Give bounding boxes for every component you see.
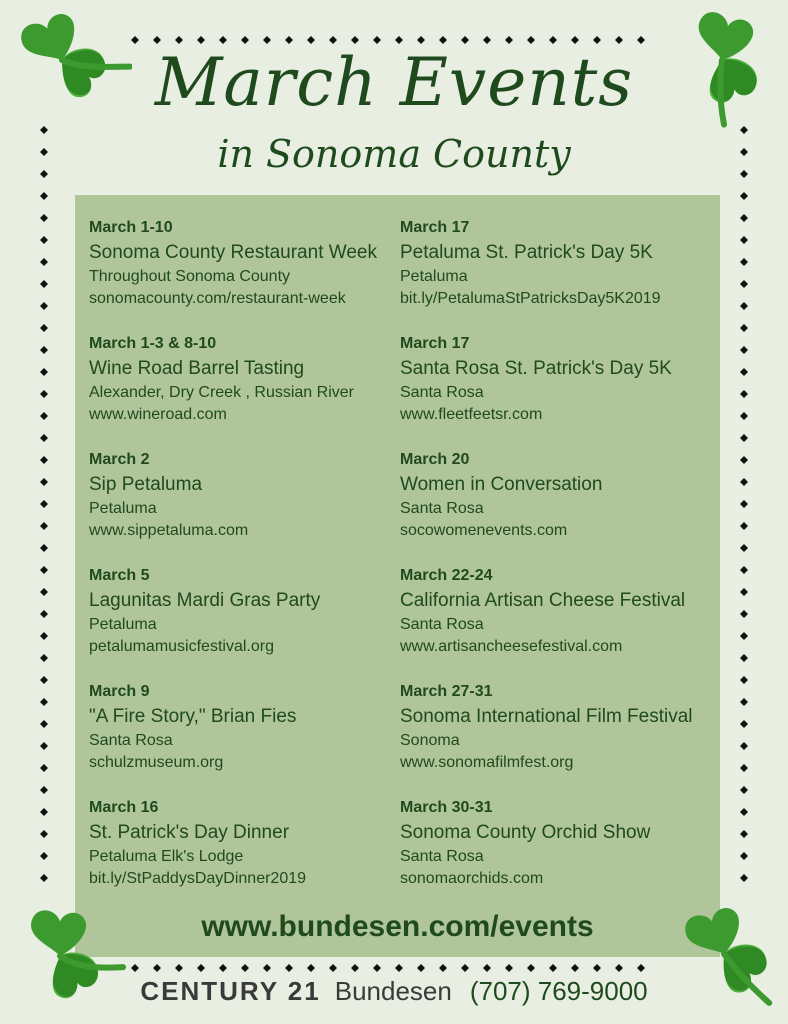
border-dot — [175, 964, 183, 972]
border-dot — [40, 500, 48, 508]
event-name: Women in Conversation — [400, 474, 603, 495]
border-dot — [40, 676, 48, 684]
border-dot — [439, 964, 447, 972]
border-dot — [740, 192, 748, 200]
border-dot — [740, 654, 748, 662]
border-dot — [307, 964, 315, 972]
border-dot — [740, 434, 748, 442]
page-subtitle: in Sonoma County — [217, 132, 571, 176]
border-dot — [740, 280, 748, 288]
event-item — [400, 682, 720, 774]
event-location: Santa Rosa — [400, 500, 484, 517]
border-dot — [417, 36, 425, 44]
event-name: St. Patrick's Day Dinner — [89, 822, 290, 843]
border-dot — [740, 544, 748, 552]
event-date: March 17 — [400, 219, 470, 236]
border-dot — [740, 852, 748, 860]
event-date: March 1-3 & 8-10 — [89, 335, 217, 352]
event-url: www.sonomafilmfest.org — [400, 754, 574, 771]
event-name: "A Fire Story," Brian Fies — [89, 706, 297, 727]
border-dot — [740, 214, 748, 222]
border-dot — [740, 830, 748, 838]
border-dot — [615, 36, 623, 44]
event-item — [400, 334, 720, 426]
event-date: March 2 — [89, 451, 150, 468]
event-date: March 5 — [89, 567, 150, 584]
border-dot — [40, 786, 48, 794]
event-location: Sonoma — [400, 732, 460, 749]
event-url: sonomaorchids.com — [400, 870, 544, 887]
border-dot — [131, 36, 139, 44]
border-dot — [373, 36, 381, 44]
event-location: Petaluma — [89, 616, 157, 633]
border-dot — [461, 36, 469, 44]
border-dot — [40, 874, 48, 882]
border-dot — [740, 566, 748, 574]
border-dot — [40, 566, 48, 574]
event-date: March 17 — [400, 335, 470, 352]
border-dot — [40, 192, 48, 200]
event-item — [89, 218, 409, 310]
border-dot — [40, 830, 48, 838]
border-dot — [219, 964, 227, 972]
border-dot — [740, 302, 748, 310]
border-dot — [740, 874, 748, 882]
border-dot — [40, 720, 48, 728]
event-location: Petaluma Elk's Lodge — [89, 848, 244, 865]
border-dot — [40, 434, 48, 442]
border-dot — [395, 964, 403, 972]
border-dot — [740, 742, 748, 750]
border-dot — [637, 964, 645, 972]
border-dot — [483, 36, 491, 44]
border-dot — [40, 412, 48, 420]
border-dot — [263, 36, 271, 44]
event-url: www.wineroad.com — [89, 406, 227, 423]
event-url: www.artisancheesefestival.com — [400, 638, 623, 655]
border-dot — [131, 964, 139, 972]
border-dot — [740, 808, 748, 816]
border-dot — [740, 236, 748, 244]
event-date: March 16 — [89, 799, 159, 816]
border-dot — [40, 214, 48, 222]
border-dot — [461, 964, 469, 972]
shamrock-icon — [2, 4, 132, 124]
event-date: March 9 — [89, 683, 150, 700]
border-dot — [40, 236, 48, 244]
website-link[interactable]: www.bundesen.com/events — [201, 910, 594, 943]
border-dot — [593, 964, 601, 972]
border-dot — [175, 36, 183, 44]
phone-number[interactable]: (707) 769-9000 — [469, 976, 648, 1006]
event-url: schulzmuseum.org — [89, 754, 224, 771]
event-location: Santa Rosa — [400, 384, 484, 401]
border-dot — [505, 36, 513, 44]
event-date: March 20 — [400, 451, 470, 468]
border-dot — [549, 964, 557, 972]
border-dot — [329, 964, 337, 972]
shamrock-icon — [660, 0, 788, 130]
border-dot — [373, 964, 381, 972]
border-dot — [637, 36, 645, 44]
border-dot — [40, 764, 48, 772]
border-dot — [571, 964, 579, 972]
brand-suffix: Bundesen — [334, 976, 452, 1006]
border-dot — [40, 390, 48, 398]
border-dot — [740, 610, 748, 618]
border-dot — [263, 964, 271, 972]
event-location: Petaluma — [400, 268, 468, 285]
event-item — [89, 334, 409, 426]
event-location: Santa Rosa — [89, 732, 173, 749]
event-location: Petaluma — [89, 500, 157, 517]
event-url: bit.ly/PetalumaStPatricksDay5K2019 — [400, 290, 661, 307]
border-dot — [740, 346, 748, 354]
event-item — [89, 566, 409, 658]
border-dot — [40, 368, 48, 376]
border-dot — [615, 964, 623, 972]
border-dot — [153, 964, 161, 972]
border-dot — [483, 964, 491, 972]
event-url: socowomenevents.com — [400, 522, 568, 539]
shamrock-icon — [0, 892, 130, 1022]
border-dot — [40, 302, 48, 310]
border-dot — [740, 764, 748, 772]
event-date: March 1-10 — [89, 219, 173, 236]
event-url: bit.ly/StPaddysDayDinner2019 — [89, 870, 307, 887]
border-dot — [593, 36, 601, 44]
event-name: Petaluma St. Patrick's Day 5K — [400, 242, 653, 263]
border-dot — [197, 964, 205, 972]
border-dot — [40, 588, 48, 596]
event-date: March 30-31 — [400, 799, 493, 816]
border-dot — [40, 852, 48, 860]
border-dot — [740, 412, 748, 420]
border-dot — [740, 324, 748, 332]
border-dot — [241, 964, 249, 972]
event-name: California Artisan Cheese Festival — [400, 590, 686, 611]
border-dot — [740, 588, 748, 596]
shamrock-icon — [660, 892, 788, 1022]
border-dot — [351, 36, 359, 44]
border-dot — [40, 544, 48, 552]
border-dot — [153, 36, 161, 44]
border-dot — [740, 258, 748, 266]
border-dot — [740, 456, 748, 464]
border-dot — [439, 36, 447, 44]
event-date: March 27-31 — [400, 683, 493, 700]
event-item — [400, 218, 720, 310]
border-dot — [740, 632, 748, 640]
event-location: Santa Rosa — [400, 848, 484, 865]
event-url: sonomacounty.com/restaurant-week — [89, 290, 346, 307]
border-dot — [740, 676, 748, 684]
event-url: www.fleetfeetsr.com — [400, 406, 543, 423]
border-dot — [40, 698, 48, 706]
event-name: Lagunitas Mardi Gras Party — [89, 590, 321, 611]
border-dot — [241, 36, 249, 44]
event-name: Sip Petaluma — [89, 474, 203, 495]
border-dot — [527, 36, 535, 44]
brand-name: CENTURY 21 — [140, 976, 321, 1006]
event-name: Sonoma International Film Festival — [400, 706, 693, 727]
border-dot — [740, 698, 748, 706]
border-dot — [40, 280, 48, 288]
border-dot — [571, 36, 579, 44]
event-location: Throughout Sonoma County — [89, 268, 291, 285]
event-name: Wine Road Barrel Tasting — [89, 358, 305, 379]
border-dot — [740, 368, 748, 376]
border-dot — [740, 522, 748, 530]
event-item — [89, 450, 409, 542]
event-date: March 22-24 — [400, 567, 493, 584]
event-name: Santa Rosa St. Patrick's Day 5K — [400, 358, 672, 379]
border-dot — [40, 632, 48, 640]
border-dot — [527, 964, 535, 972]
event-item — [89, 682, 409, 774]
border-dot — [505, 964, 513, 972]
event-item — [89, 798, 409, 890]
event-url: petalumamusicfestival.org — [89, 638, 274, 655]
border-dot — [40, 654, 48, 662]
border-dot — [740, 786, 748, 794]
border-dot — [40, 258, 48, 266]
border-dot — [307, 36, 315, 44]
event-name: Sonoma County Restaurant Week — [89, 242, 377, 263]
border-dot — [40, 522, 48, 530]
border-dot — [285, 36, 293, 44]
event-location: Alexander, Dry Creek , Russian River — [89, 384, 354, 401]
event-name: Sonoma County Orchid Show — [400, 822, 651, 843]
border-dot — [740, 478, 748, 486]
border-dot — [40, 456, 48, 464]
event-item — [400, 566, 720, 658]
event-item — [400, 450, 720, 542]
border-dot — [40, 742, 48, 750]
border-dot — [219, 36, 227, 44]
event-item — [400, 798, 720, 890]
border-dot — [197, 36, 205, 44]
border-dot — [329, 36, 337, 44]
border-dot — [40, 324, 48, 332]
border-dot — [740, 500, 748, 508]
border-dot — [285, 964, 293, 972]
border-dot — [395, 36, 403, 44]
border-dot — [40, 808, 48, 816]
border-dot — [417, 964, 425, 972]
event-url: www.sippetaluma.com — [89, 522, 249, 539]
border-dot — [351, 964, 359, 972]
border-dot — [740, 720, 748, 728]
border-dot — [549, 36, 557, 44]
border-dot — [40, 610, 48, 618]
border-dot — [40, 346, 48, 354]
border-dot — [40, 478, 48, 486]
border-dot — [740, 390, 748, 398]
event-location: Santa Rosa — [400, 616, 484, 633]
page-title: March Events — [154, 44, 634, 121]
